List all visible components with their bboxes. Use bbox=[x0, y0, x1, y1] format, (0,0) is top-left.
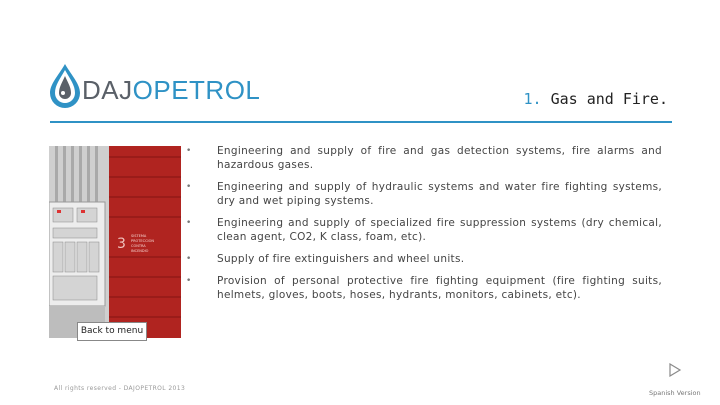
slide-title bbox=[524, 90, 669, 108]
svg-text:INCENDIO: INCENDIO bbox=[131, 249, 149, 253]
list-item: • Supply of fire extinguishers and wheel units. bbox=[188, 252, 662, 266]
list-item: • Engineering and supply of fire and gas detection systems, fire alarms and hazardous gases. bbox=[188, 144, 662, 172]
back-to-menu-button[interactable]: Back to menu bbox=[77, 322, 147, 341]
svg-text:SISTEMA: SISTEMA bbox=[131, 234, 147, 238]
oil-drop-icon bbox=[48, 62, 82, 110]
list-item: • Engineering and supply of specialized fire suppression systems (dry chemical, clean agent, CO2, K class, foam, etc). bbox=[188, 216, 662, 244]
list-item: • Provision of personal protective fire fighting equipment (fire fighting suits, helmets, gloves, boots, hoses, hydrants, monitors, cabinets, etc). bbox=[188, 274, 662, 302]
logo-word-blue: OPETROL bbox=[132, 75, 261, 105]
copyright-text: All rights reserved - DAJOPETROL 2013 bbox=[54, 385, 186, 392]
slide-title-number: 1. bbox=[523, 90, 542, 108]
slide-title-text: Gas and Fire. bbox=[550, 90, 668, 108]
spanish-version-link[interactable]: Spanish Version bbox=[649, 389, 701, 397]
svg-text:3: 3 bbox=[117, 236, 126, 252]
fire-panel-photo bbox=[49, 146, 181, 338]
dajopetrol-logo bbox=[48, 62, 261, 112]
svg-text:CONTRA: CONTRA bbox=[131, 244, 146, 248]
logo-wordmark bbox=[82, 75, 260, 106]
svg-text:PROTECCION: PROTECCION bbox=[131, 239, 154, 243]
services-list bbox=[188, 144, 662, 310]
list-item: • Engineering and supply of hydraulic systems and water fire fighting systems, dry and wet piping systems. bbox=[188, 180, 662, 208]
logo-word-gray: DAJ bbox=[82, 75, 133, 105]
play-triangle-icon[interactable] bbox=[668, 362, 682, 376]
title-divider bbox=[50, 121, 672, 123]
